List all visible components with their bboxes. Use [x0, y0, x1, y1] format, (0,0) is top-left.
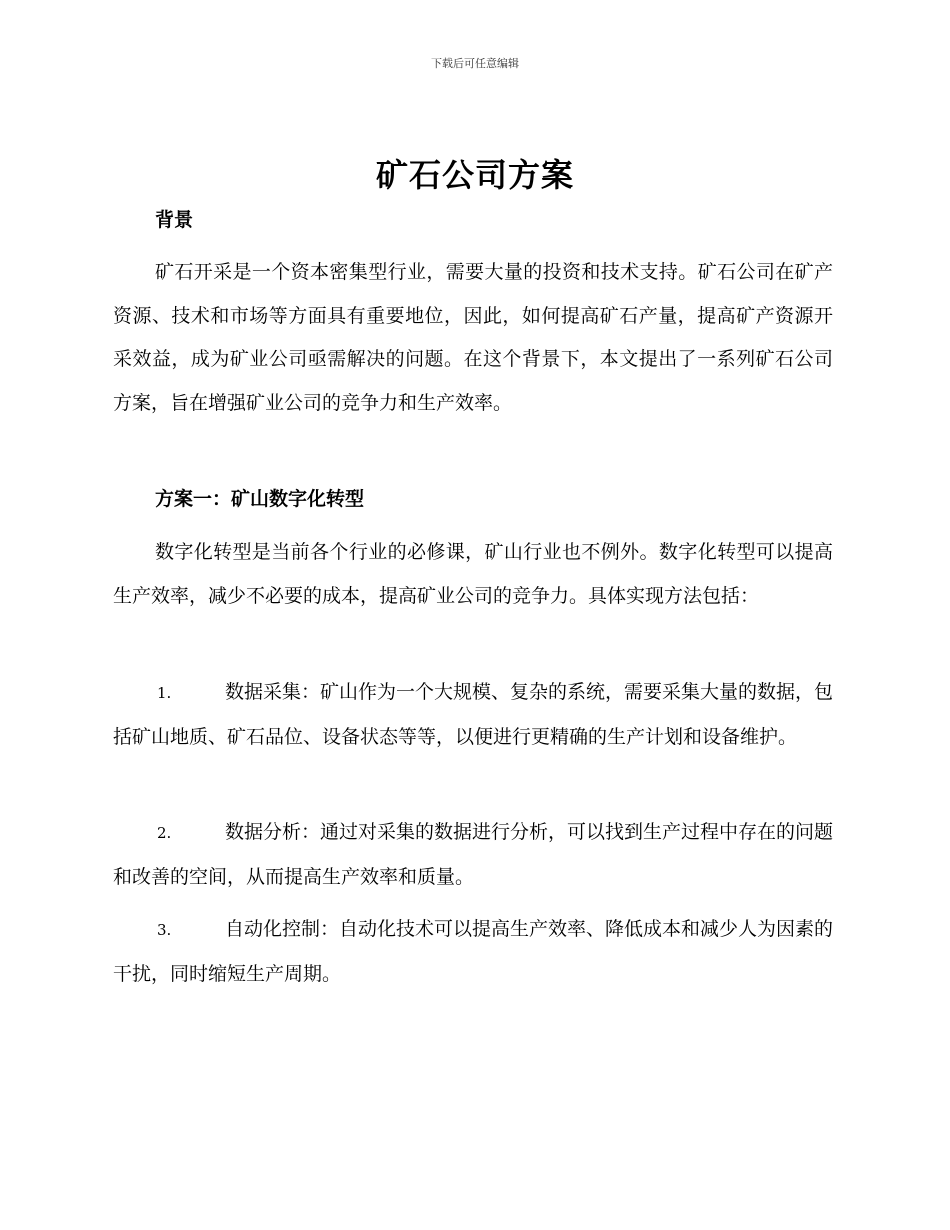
- plan-one-intro-paragraph: 数字化转型是当前各个行业的必修课，矿山行业也不例外。数字化转型可以提高生产效率，减少不必要的成本，提高矿业公司的竞争力。具体实现方法包括：: [113, 541, 833, 607]
- list-item-text: 数据分析：通过对采集的数据进行分析，可以找到生产过程中存在的问题和改善的空间，从而提高生产效率和质量。: [113, 821, 834, 888]
- list-item-2: [113, 811, 833, 899]
- plan-one-body: [113, 531, 833, 618]
- list-item: [113, 811, 833, 899]
- list-item-number: 1.: [157, 684, 172, 702]
- list-item-text: 自动化控制：自动化技术可以提高生产效率、降低成本和减少人为因素的干扰，同时缩短生产周期。: [113, 918, 834, 985]
- background-body: [113, 251, 833, 425]
- background-paragraph: 矿石开采是一个资本密集型行业，需要大量的投资和技术支持。矿石公司在矿产资源、技术和市场等方面具有重要地位，因此，如何提高矿石产量，提高矿产资源开采效益，成为矿业公司亟需解决的问题。在这个背景下，本文提出了一系列矿石公司方案，旨在增强矿业公司的竞争力和生产效率。: [113, 261, 833, 414]
- list-item-text: 数据采集：矿山作为一个大规模、复杂的系统，需要采集大量的数据，包括矿山地质、矿石品位、设备状态等等，以便进行更精确的生产计划和设备维护。: [113, 681, 834, 748]
- section-heading-background: 背景: [155, 209, 194, 231]
- document-title: 矿石公司方案: [375, 156, 574, 194]
- list-item: [113, 671, 833, 759]
- section-plan-one: [113, 486, 833, 512]
- list-item-1: [113, 671, 833, 759]
- section-heading-plan-one: 方案一：矿山数字化转型: [155, 488, 365, 510]
- list-item-number: 3.: [157, 921, 172, 939]
- page-header: 下载后可任意编辑: [431, 57, 519, 70]
- section-background: [113, 207, 833, 233]
- list-item-3: [113, 908, 833, 996]
- list-item-number: 2.: [157, 824, 172, 842]
- list-item: [113, 908, 833, 996]
